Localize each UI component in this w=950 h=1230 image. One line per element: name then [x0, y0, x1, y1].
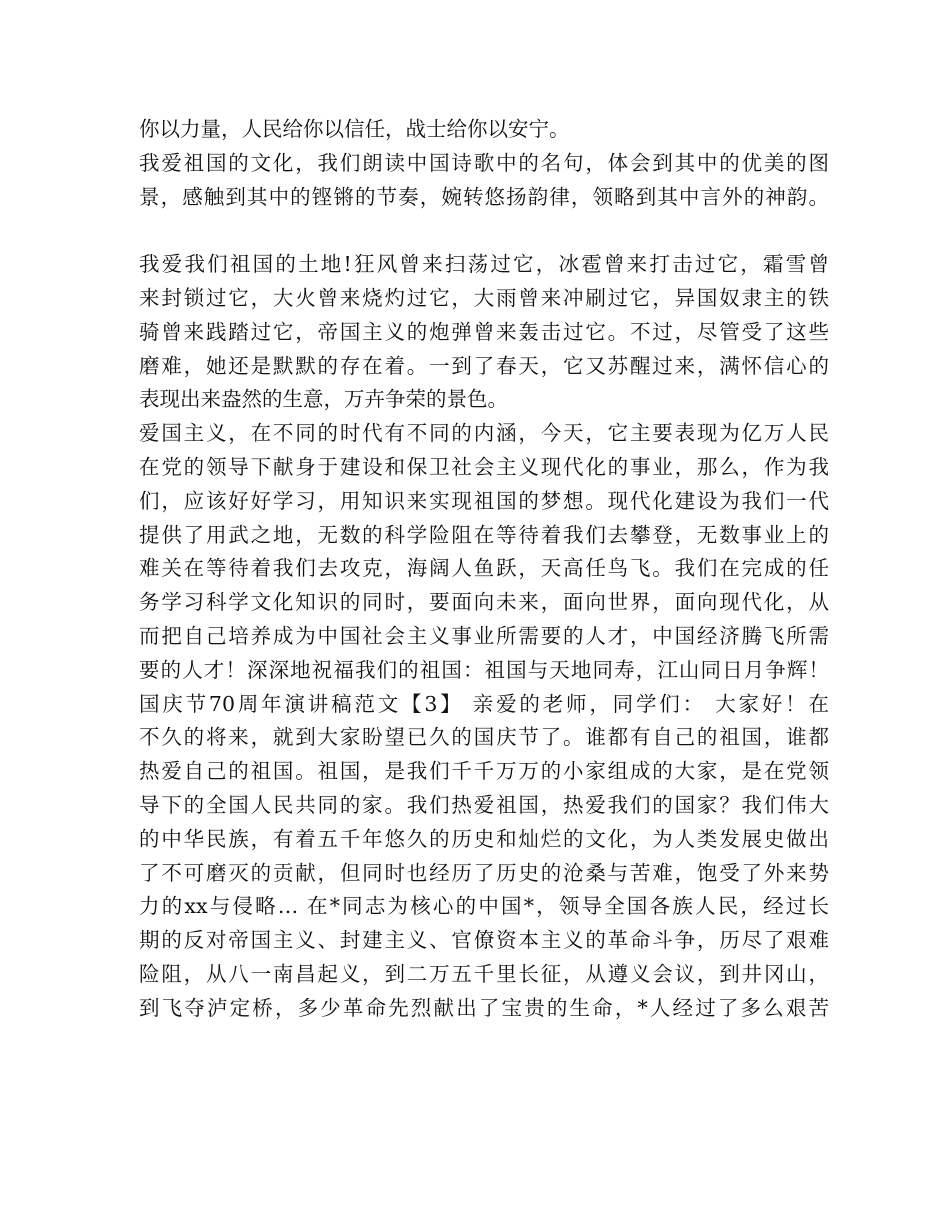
text-line: 骑曾来践踏过它，帝国主义的炮弹曾来轰击过它。不过，尽管受了这些	[139, 319, 829, 344]
text-line: 景，感触到其中的铿锵的节奏，婉转悠扬韵律，领略到其中言外的神韵。	[139, 184, 829, 209]
text-line: 我爱祖国的文化，我们朗读中国诗歌中的名句，体会到其中的优美的图	[139, 150, 829, 175]
text-line: 到飞夺泸定桥，多少革命先烈献出了宝贵的生命，*人经过了多么艰苦	[139, 995, 829, 1020]
text-line: 的中华民族，有着五千年悠久的历史和灿烂的文化，为人类发展史做出	[139, 826, 829, 851]
text-line: 国庆节70周年演讲稿范文【3】 亲爱的老师，同学们： 大家好！在	[139, 691, 829, 716]
text-line: 要的人才！深深地祝福我们的祖国：祖国与天地同寿，江山同日月争辉！	[139, 657, 829, 682]
text-line: 了不可磨灭的贡献，但同时也经历了历史的沧桑与苦难，饱受了外来势	[139, 860, 829, 885]
document-body	[139, 113, 829, 1026]
text-line: 难关在等待着我们去攻克，海阔人鱼跃，天高任鸟飞。我们在完成的任	[139, 556, 829, 581]
text-line: 务学习科学文化知识的同时，要面向未来，面向世界，面向现代化，从	[139, 590, 829, 615]
text-line: 导下的全国人民共同的家。我们热爱祖国，热爱我们的国家？我们伟大	[139, 792, 829, 817]
text-line: 我爱我们祖国的土地!狂风曾来扫荡过它，冰雹曾来打击过它，霜雪曾	[139, 252, 829, 277]
text-line: 们，应该好好学习，用知识来实现祖国的梦想。现代化建设为我们一代	[139, 488, 829, 513]
text-line: 险阻，从八一南昌起义，到二万五千里长征，从遵义会议，到井冈山，	[139, 961, 829, 986]
text-line: 磨难，她还是默默的存在着。一到了春天，它又苏醒过来，满怀信心的	[139, 353, 829, 378]
text-line: 力的xx与侵略… 在*同志为核心的中国*，领导全国各族人民，经过长	[139, 894, 829, 919]
text-line: 而把自己培养成为中国社会主义事业所需要的人才，中国经济腾飞所需	[139, 623, 829, 648]
text-line: 热爱自己的祖国。祖国，是我们千千万万的小家组成的大家，是在党领	[139, 759, 829, 784]
text-line: 你以力量，人民给你以信任，战士给你以安宁。	[139, 117, 570, 141]
blank-line	[139, 214, 829, 248]
text-line: 提供了用武之地，无数的科学险阻在等待着我们去攀登，无数事业上的	[139, 522, 829, 547]
text-line: 在党的领导下献身于建设和保卫社会主义现代化的事业，那么，作为我	[139, 454, 829, 479]
text-line: 爱国主义，在不同的时代有不同的内涵，今天，它主要表现为亿万人民	[139, 421, 829, 446]
text-line: 来封锁过它，大火曾来烧灼过它，大雨曾来冲刷过它，异国奴隶主的铁	[139, 285, 829, 310]
text-line: 不久的将来，就到大家盼望已久的国庆节了。谁都有自己的祖国，谁都	[139, 725, 829, 750]
text-line: 期的反对帝国主义、封建主义、官僚资本主义的革命斗争，历尽了艰难	[139, 928, 829, 953]
text-line: 表现出来盎然的生意，万卉争荣的景色。	[139, 387, 508, 412]
